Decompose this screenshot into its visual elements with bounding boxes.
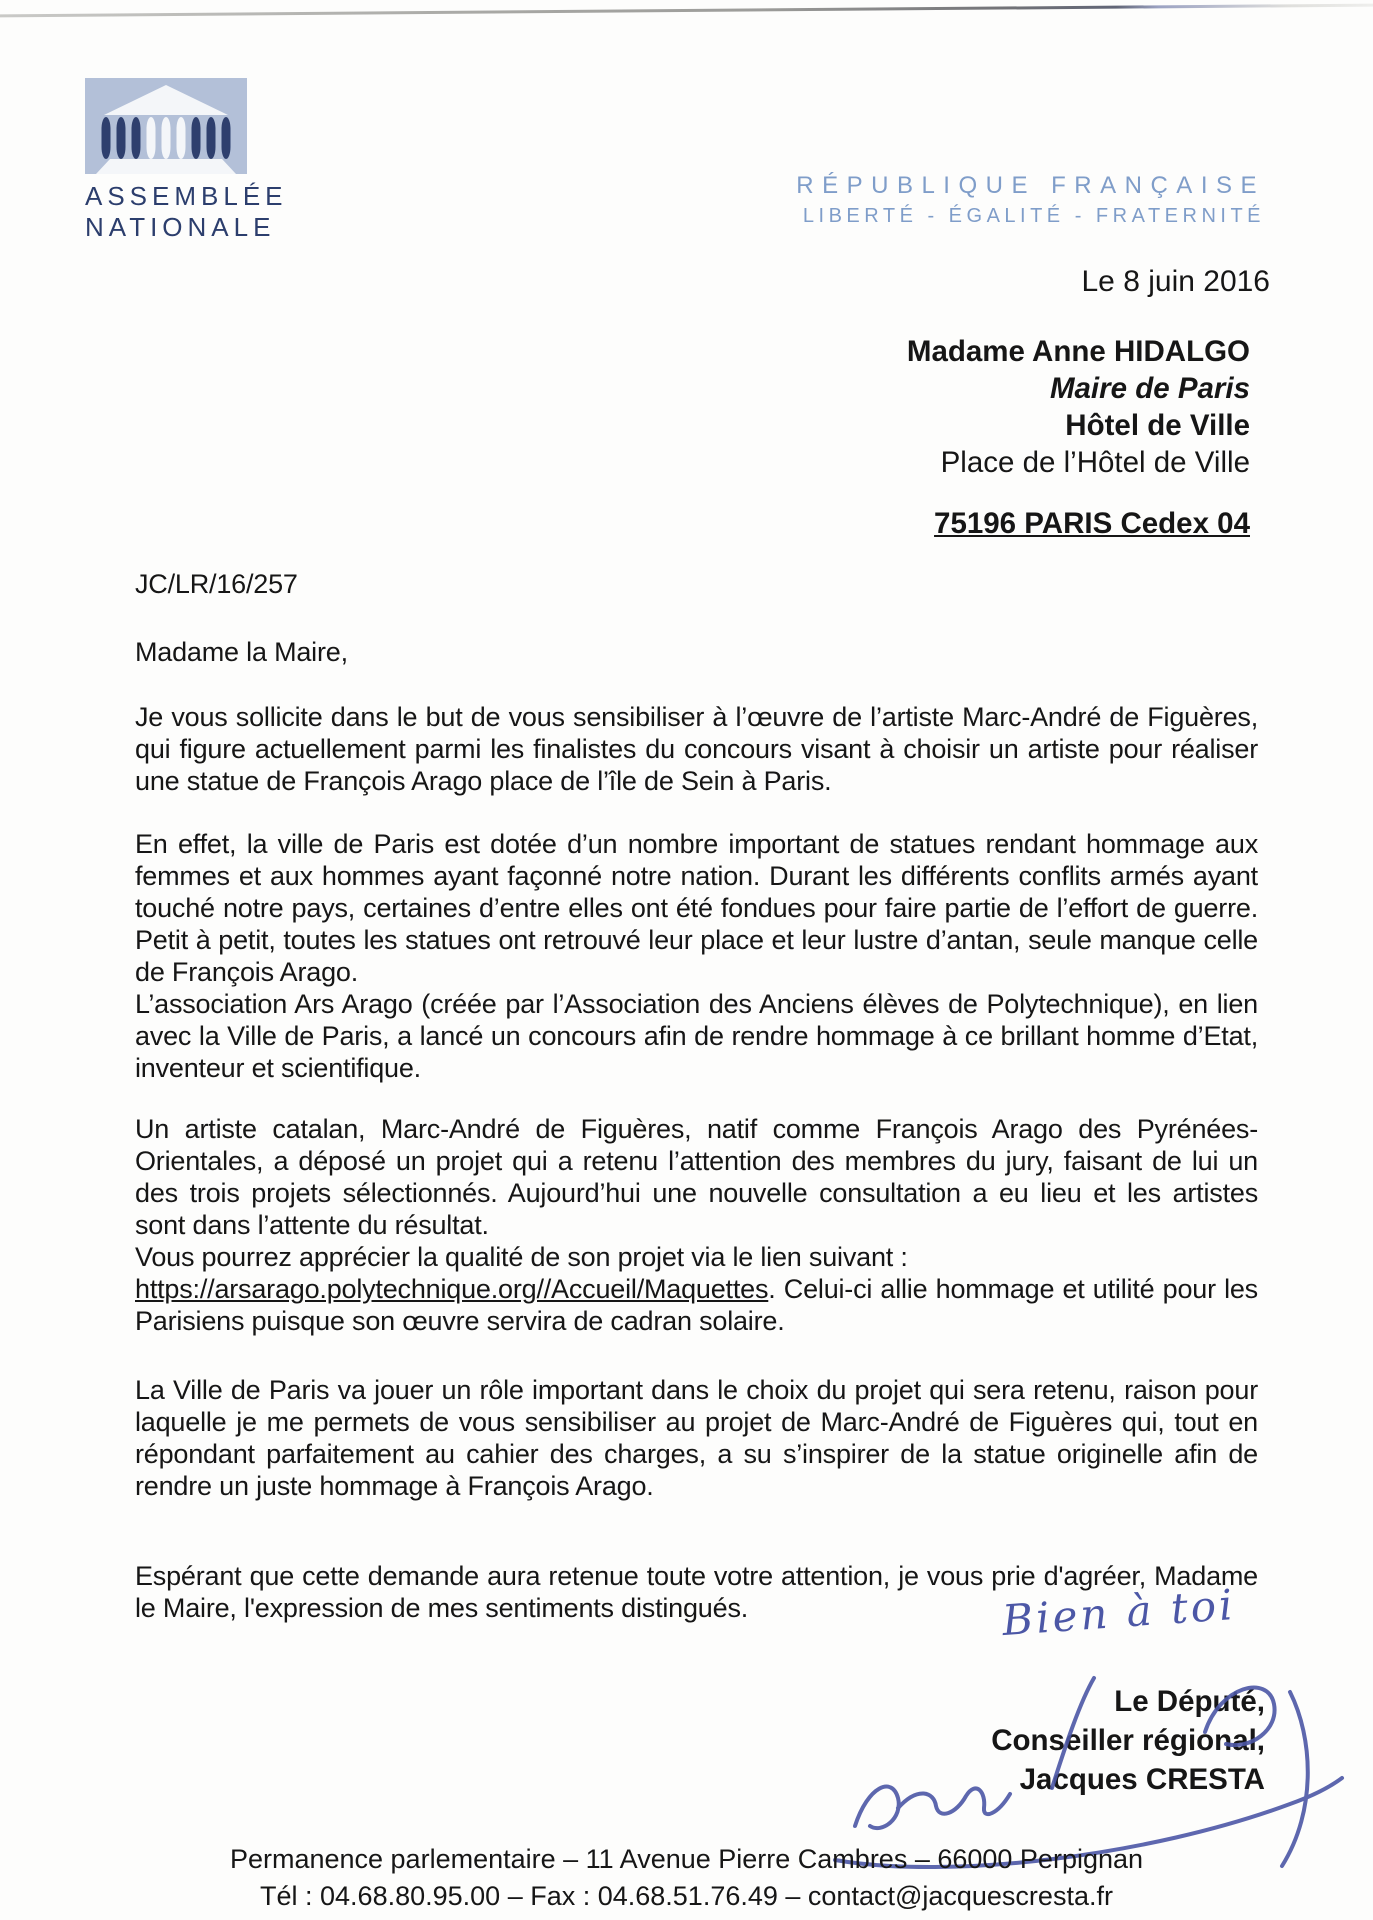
footer-contact: Tél : 04.68.80.95.00 – Fax : 04.68.51.76.49 – contact@jacquescresta.fr — [260, 1881, 1113, 1911]
logo-wordmark — [85, 181, 288, 243]
assemblee-nationale-logo — [85, 78, 288, 243]
recipient-name: Madame Anne HIDALGO — [906, 335, 1250, 368]
columns-shape — [102, 117, 231, 159]
paragraph-1: Je vous sollicite dans le but de vous sensibiliser à l’œuvre de l’artiste Marc-André de Figuères, qui figure actuellement parmi les finalistes du concours visant à choisir un artiste pour réaliser une statue de François Arago place de l’île de Sein à Paris. — [135, 702, 1258, 796]
reference-number: JC/LR/16/257 — [135, 569, 298, 599]
recipient-address — [907, 333, 1250, 542]
signatory-function-2: Conseiller régional, — [991, 1724, 1265, 1757]
paragraph-5 — [135, 1273, 1258, 1337]
paragraph-6: La Ville de Paris va jouer un rôle important dans le choix du projet qui sera retenu, raison pour laquelle je me permets de vous sensibiliser au projet de Marc-André de Figuères qui, tout en répondant parfaitement au cahier des charges, a su s’inspirer de la statue originelle afin de rendre un juste hommage à François Arago. — [135, 1375, 1258, 1501]
logo-line-1: ASSEMBLÉE — [85, 181, 288, 211]
footer-address: Permanence parlementaire – 11 Avenue Pierre Cambres – 66000 Perpignan — [229, 1844, 1144, 1874]
link-intro-line: Vous pourrez apprécier la qualité de son projet via le lien suivant : — [135, 1242, 908, 1272]
signatory-name: Jacques CRESTA — [1019, 1763, 1265, 1796]
recipient-title: Maire de Paris — [1049, 372, 1250, 405]
handwritten-note: Bien à toi — [1000, 1579, 1237, 1646]
republique-francaise-motto — [796, 170, 1265, 230]
recipient-postal-code: 75196 PARIS Cedex 04 — [934, 507, 1250, 540]
letter-footer — [0, 1841, 1373, 1915]
letter-date: Le 8 juin 2016 — [1081, 265, 1270, 298]
recipient-line-4: Place de l’Hôtel de Ville — [940, 446, 1250, 479]
project-url-link[interactable]: https://arsarago.polytechnique.org//Accueil/Maquettes — [135, 1274, 769, 1304]
paragraph-2: En effet, la ville de Paris est dotée d’un nombre important de statues rendant hommage aux femmes et aux hommes ayant façonné notre nation. Durant les différents conflits armés ayant touché notre pays, certaines d’entre elles ont été fondues pour faire partie de l’effort de guerre. Petit à petit, toutes les statues ont retrouvé leur place et leur lustre d’antan, seule manque celle de François Arago. — [135, 829, 1258, 987]
assemblee-nationale-emblem-icon — [85, 78, 247, 174]
motto-line-1: RÉPUBLIQUE FRANÇAISE — [796, 172, 1265, 199]
pediment-shape — [104, 85, 228, 115]
scan-artifact-line — [0, 3, 1373, 17]
closing-paragraph: Espérant que cette demande aura retenue toute votre attention, je vous prie d'agréer, Madame le Maire, l'expression de mes sentiments distingués. — [135, 1561, 1258, 1623]
paragraph-4: Un artiste catalan, Marc-André de Figuères, natif comme François Arago des Pyrénées-Orientales, a déposé un projet qui a retenu l’attention des membres du jury, faisant de lui un des trois projets sélectionnés. Aujourd’hui une nouvelle consultation a eu lieu et les artistes sont dans l’attente du résultat. — [135, 1114, 1258, 1240]
recipient-line-3: Hôtel de Ville — [1065, 409, 1250, 442]
base-shape — [96, 159, 236, 174]
logo-line-2: NATIONALE — [85, 212, 276, 242]
paragraph-5-continuation: . Celui-ci allie hommage et utilité pour les Parisiens puisque son œuvre servira de cadran solaire. — [135, 1274, 1258, 1336]
salutation: Madame la Maire, — [135, 637, 348, 667]
motto-line-2: LIBERTÉ - ÉGALITÉ - FRATERNITÉ — [802, 205, 1265, 227]
signatory-function-1: Le Député, — [1114, 1685, 1265, 1718]
letter-body — [135, 568, 1258, 1624]
paragraph-3: L’association Ars Arago (créée par l’Association des Anciens élèves de Polytechnique), en lien avec la Ville de Paris, a lancé un concours afin de rendre hommage à ce brillant homme d’Etat, inventeur et scientifique. — [135, 989, 1258, 1083]
